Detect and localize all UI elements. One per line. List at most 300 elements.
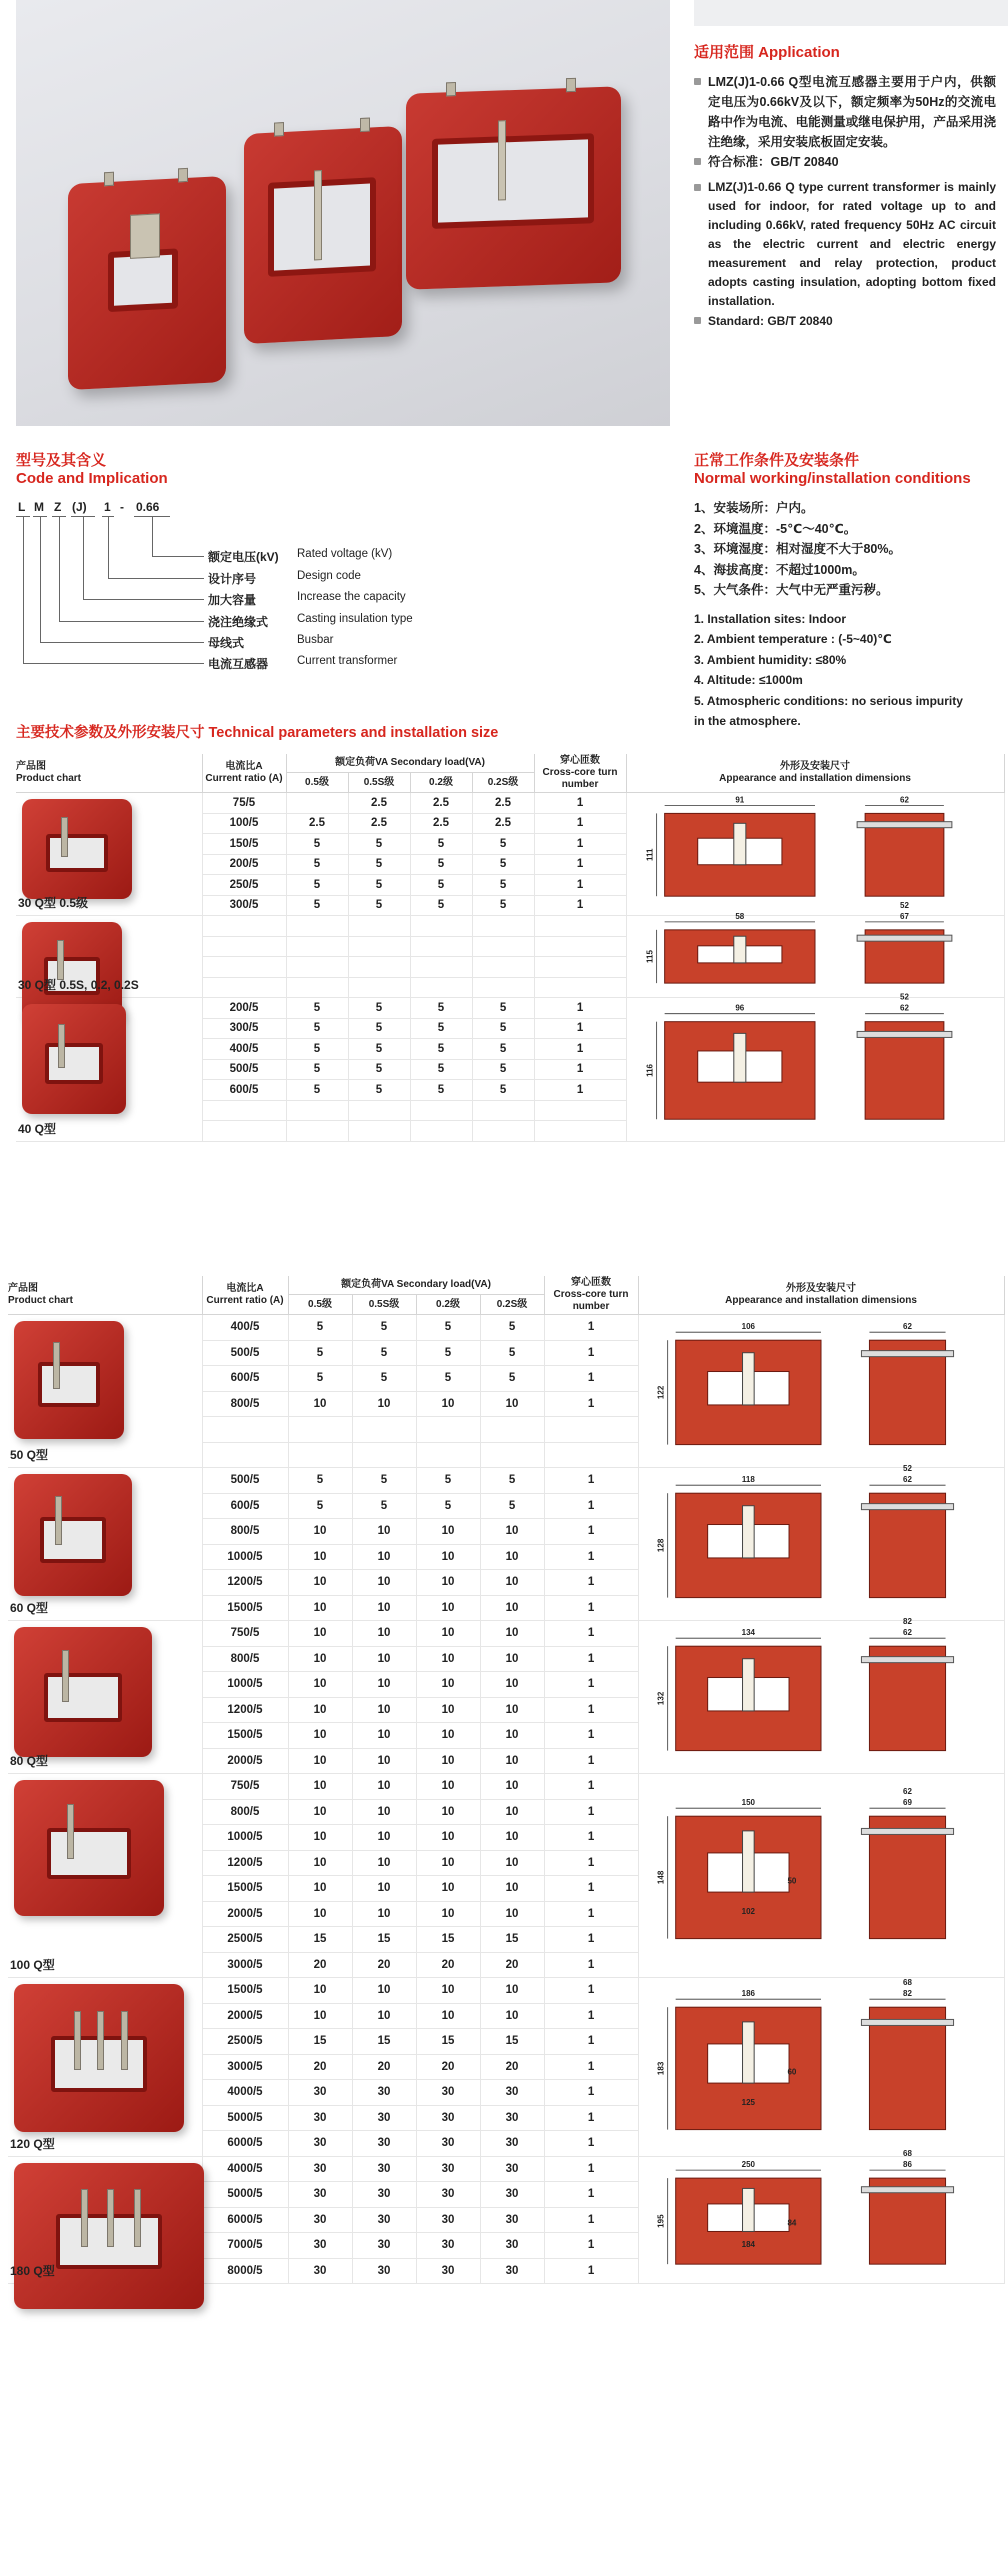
dim-header [638, 1276, 1004, 1315]
spec-table-2 [8, 1276, 1004, 2284]
dimension-label: 62 [903, 1322, 912, 1332]
value-cell: 2.5 [472, 813, 534, 834]
value-cell: 10 [288, 1672, 352, 1698]
ratio-cell: 1500/5 [202, 1876, 288, 1902]
value-cell: 10 [352, 1391, 416, 1417]
value-cell: 10 [352, 1570, 416, 1596]
dimension-label: 52 [900, 900, 909, 910]
value-cell [286, 957, 348, 978]
value-cell: 1 [544, 1595, 638, 1621]
ratio-cell: 7000/5 [202, 2233, 288, 2259]
value-cell: 10 [480, 1570, 544, 1596]
value-cell: 1 [534, 998, 626, 1019]
header-text: 穿心匝数 [560, 755, 601, 766]
value-cell [348, 977, 410, 998]
value-cell: 10 [416, 1391, 480, 1417]
product-label: 30 Q型 0.5级 [18, 896, 89, 910]
load-col-header: 0.5级 [286, 773, 348, 793]
code-item-en: Busbar [297, 634, 334, 646]
dimension-label: 116 [645, 1064, 655, 1077]
side-plate [861, 1657, 953, 1663]
value-cell [286, 977, 348, 998]
value-cell: 10 [416, 1621, 480, 1647]
value-cell: 1 [534, 1018, 626, 1039]
value-cell: 1 [544, 2156, 638, 2182]
value-cell: 5 [480, 1315, 544, 1341]
value-cell: 10 [352, 1544, 416, 1570]
value-cell: 5 [410, 998, 472, 1019]
value-cell [352, 1442, 416, 1468]
value-cell: 10 [480, 1748, 544, 1774]
value-cell: 10 [480, 1544, 544, 1570]
ratio-cell: 6000/5 [202, 2207, 288, 2233]
value-cell: 1 [544, 2207, 638, 2233]
value-cell: 10 [288, 1825, 352, 1851]
header-text: 穿心匝数 [571, 1277, 612, 1288]
value-cell: 10 [288, 1570, 352, 1596]
front-busbar [734, 823, 746, 864]
value-cell: 30 [480, 2105, 544, 2131]
value-cell [410, 1100, 472, 1121]
dimension-cell [638, 1315, 1004, 1468]
code-title-en: Code and Implication [16, 470, 168, 487]
thumbnail-busbar [74, 2011, 81, 2070]
side-plate [857, 1031, 952, 1037]
value-cell: 10 [416, 1825, 480, 1851]
value-cell: 1 [544, 1901, 638, 1927]
code-item-en: Design code [297, 570, 361, 582]
front-busbar [743, 1353, 755, 1405]
value-cell: 1 [544, 1952, 638, 1978]
value-cell: 10 [416, 1646, 480, 1672]
value-cell: 10 [480, 1672, 544, 1698]
value-cell: 5 [288, 1315, 352, 1341]
value-cell: 5 [348, 1059, 410, 1080]
table-row [8, 1621, 1004, 1647]
value-cell [348, 916, 410, 937]
value-cell: 10 [480, 1799, 544, 1825]
value-cell: 1 [544, 1927, 638, 1953]
product-thumbnail [22, 799, 132, 899]
product-cell [8, 2156, 202, 2284]
value-cell: 1 [544, 1748, 638, 1774]
value-cell: 10 [480, 1646, 544, 1672]
dimension-label: 134 [741, 1628, 756, 1638]
value-cell [534, 936, 626, 957]
conditions-title-en: Normal working/installation conditions [694, 470, 971, 487]
value-cell: 10 [288, 1850, 352, 1876]
tech-title: 主要技术参数及外形安装尺寸 Technical parameters and installation size [16, 725, 499, 741]
value-cell: 5 [410, 1080, 472, 1101]
value-cell: 1 [544, 2233, 638, 2259]
value-cell: 10 [352, 1774, 416, 1800]
thumbnail-busbar [58, 1024, 65, 1068]
dimension-cell [626, 992, 1004, 1142]
front-busbar [743, 1506, 755, 1558]
value-cell: 5 [352, 1366, 416, 1392]
value-cell: 5 [410, 854, 472, 875]
product-header [16, 754, 202, 793]
side-plate [861, 2020, 953, 2026]
value-cell: 30 [288, 2131, 352, 2157]
value-cell [348, 1121, 410, 1142]
value-cell: 30 [288, 2080, 352, 2106]
value-cell: 1 [544, 2054, 638, 2080]
value-cell: 2.5 [410, 813, 472, 834]
load-col-header: 0.2S级 [480, 1295, 544, 1315]
product-label: 180 Q型 [10, 2264, 55, 2278]
value-cell [472, 1100, 534, 1121]
side-plate [861, 2186, 953, 2192]
value-cell: 30 [288, 2233, 352, 2259]
product-header [8, 1276, 202, 1315]
value-cell: 1 [544, 2029, 638, 2055]
thumbnail-busbar [55, 1496, 62, 1545]
value-cell: 10 [288, 1646, 352, 1672]
ratio-cell: 2000/5 [202, 1748, 288, 1774]
value-cell: 10 [288, 1748, 352, 1774]
value-cell: 1 [544, 1697, 638, 1723]
header-text: Appearance and installation dimensions [719, 773, 911, 784]
value-cell: 5 [286, 1080, 348, 1101]
ratio-cell [202, 1442, 288, 1468]
dimension-label: 118 [741, 1475, 755, 1485]
dimension-drawing [636, 795, 994, 910]
value-cell: 10 [480, 1850, 544, 1876]
load-col-header: 0.2级 [410, 773, 472, 793]
application-en-text: LMZ(J)1-0.66 Q type current transformer is mainly used for indoor, for rated voltage up to and including 0.66kV, rated frequency 50Hz AC circuit as the electric current and electric energy measurement and relay protection, product adopts casting insulation, adopting bottom fixed installation. [694, 178, 996, 311]
dimension-label: 102 [741, 1907, 756, 1917]
load-col-header: 0.5S级 [352, 1295, 416, 1315]
model-char: 0.66 [136, 500, 160, 514]
value-cell: 15 [352, 2029, 416, 2055]
value-cell: 5 [352, 1340, 416, 1366]
code-item-cn: 母线式 [208, 636, 245, 650]
value-cell: 5 [416, 1366, 480, 1392]
value-cell: 5 [348, 1039, 410, 1060]
ratio-cell: 8000/5 [202, 2258, 288, 2284]
ratio-cell: 500/5 [202, 1059, 286, 1080]
ratio-cell: 1200/5 [202, 1697, 288, 1723]
value-cell: 5 [472, 1080, 534, 1101]
value-cell: 1 [544, 2182, 638, 2208]
value-cell [544, 1442, 638, 1468]
spec-table [16, 754, 1005, 1142]
value-cell: 30 [416, 2207, 480, 2233]
thumbnail-busbar [57, 940, 64, 980]
dimension-label: 82 [903, 1617, 912, 1627]
application-cn-standard: 符合标准：GB/T 20840 [694, 152, 996, 172]
value-cell: 30 [352, 2258, 416, 2284]
condition-en: 5. Atmospheric conditions: no serious impurity [694, 693, 963, 708]
value-cell: 10 [288, 1621, 352, 1647]
thumbnail-window [40, 1517, 106, 1563]
value-cell: 10 [480, 1697, 544, 1723]
value-cell: 1 [534, 854, 626, 875]
value-cell: 5 [480, 1468, 544, 1494]
header-text: 外形及安装尺寸 [786, 1283, 857, 1294]
front-busbar [743, 2022, 755, 2083]
ratio-cell: 75/5 [202, 793, 286, 814]
value-cell: 1 [544, 1493, 638, 1519]
application-cn-text: LMZ(J)1-0.66 Q型电流互感器主要用于户内，供额定电压为0.66kV及以下，额定频率为50Hz的交流电路中作为电流、电能测量或继电保护用，产品采用浇注绝缘，采用安装底板固定安装。 [694, 72, 996, 152]
value-cell: 1 [544, 1391, 638, 1417]
value-cell [544, 1417, 638, 1443]
dimension-cell [638, 1617, 1004, 1774]
ratio-cell: 150/5 [202, 834, 286, 855]
value-cell: 10 [352, 1876, 416, 1902]
value-cell: 5 [416, 1315, 480, 1341]
condition-en: in the atmosphere. [694, 714, 801, 728]
value-cell: 30 [288, 2105, 352, 2131]
dimension-label: 68 [903, 2148, 912, 2158]
value-cell: 30 [480, 2131, 544, 2157]
value-cell: 10 [352, 1646, 416, 1672]
product-label: 60 Q型 [10, 1601, 49, 1615]
dimension-label: 115 [645, 950, 655, 963]
dimension-label: 69 [903, 1798, 912, 1808]
value-cell: 1 [544, 2105, 638, 2131]
header-text: Current ratio (A) [206, 1295, 284, 1306]
value-cell [286, 1121, 348, 1142]
value-cell: 2.5 [348, 813, 410, 834]
value-cell: 30 [352, 2233, 416, 2259]
ratio-cell: 600/5 [202, 1493, 288, 1519]
value-cell [410, 1121, 472, 1142]
side-plate [861, 1504, 953, 1510]
value-cell: 1 [544, 2003, 638, 2029]
value-cell: 5 [348, 854, 410, 875]
turn-header [544, 1276, 638, 1315]
product-photo [16, 0, 670, 426]
dimension-label: 60 [787, 2067, 797, 2077]
value-cell [288, 1442, 352, 1468]
value-cell [416, 1442, 480, 1468]
value-cell [288, 1417, 352, 1443]
dimension-label: 186 [741, 1989, 756, 1999]
ct-large [406, 86, 621, 290]
header-text: 电流比A [225, 761, 263, 772]
code-item-cn: 加大容量 [208, 593, 257, 607]
model-char: M [34, 500, 44, 514]
header-text: 产品图 [8, 1283, 38, 1294]
conditions-section [694, 452, 1004, 732]
value-cell: 15 [480, 1927, 544, 1953]
value-cell: 5 [410, 895, 472, 916]
dimension-drawing [648, 1789, 994, 1959]
ratio-cell: 2000/5 [202, 1901, 288, 1927]
value-cell [472, 957, 534, 978]
code-item-en: Increase the capacity [297, 591, 406, 603]
thumbnail-window [46, 834, 108, 872]
value-cell: 10 [480, 1391, 544, 1417]
ratio-cell: 5000/5 [202, 2105, 288, 2131]
value-cell: 15 [416, 2029, 480, 2055]
value-cell [472, 916, 534, 937]
condition-en: 3. Ambient humidity: ≤80% [694, 652, 847, 667]
dimension-label: 52 [903, 1464, 912, 1474]
value-cell: 10 [352, 1799, 416, 1825]
product-thumbnail [22, 1004, 126, 1114]
value-cell: 20 [480, 2054, 544, 2080]
ratio-cell [202, 936, 286, 957]
value-cell: 5 [286, 1059, 348, 1080]
product-thumbnail [14, 1474, 132, 1596]
dimension-label: 106 [741, 1322, 756, 1332]
value-cell: 10 [288, 1723, 352, 1749]
thumbnail-busbar [97, 2011, 104, 2070]
ratio-cell: 5000/5 [202, 2182, 288, 2208]
table-row [16, 793, 1004, 814]
value-cell [410, 936, 472, 957]
value-cell [534, 1100, 626, 1121]
value-cell: 10 [352, 1850, 416, 1876]
product-label: 120 Q型 [10, 2136, 55, 2151]
dimension-label: 128 [656, 1538, 666, 1553]
value-cell: 10 [480, 1901, 544, 1927]
dimension-label: 195 [656, 2213, 666, 2228]
front-busbar [743, 2188, 755, 2231]
value-cell: 15 [288, 1927, 352, 1953]
thumbnail-busbar [121, 2011, 128, 2070]
load-col-header: 0.5S级 [348, 773, 410, 793]
product-thumbnail [14, 1627, 152, 1757]
condition-en: 4. Altitude: ≤1000m [694, 673, 803, 687]
code-title-cn: 型号及其含义 [16, 452, 107, 469]
value-cell: 10 [480, 1774, 544, 1800]
sidebar-header-bar [694, 0, 1008, 26]
condition-cn: 5、大气条件：大气中无严重污秽。 [694, 583, 889, 597]
value-cell: 1 [544, 2258, 638, 2284]
product-cell [16, 998, 202, 1142]
dimension-cell [638, 1464, 1004, 1621]
ratio-cell: 750/5 [202, 1621, 288, 1647]
dimension-label: 122 [656, 1385, 666, 1400]
value-cell: 1 [544, 2080, 638, 2106]
value-cell: 1 [544, 1468, 638, 1494]
thumbnail-busbar [81, 2189, 88, 2247]
table-row [16, 916, 1004, 937]
value-cell [286, 1100, 348, 1121]
value-cell: 10 [352, 1901, 416, 1927]
header-text: Product chart [16, 773, 82, 784]
dimension-label: 62 [903, 1787, 912, 1797]
value-cell: 1 [544, 1366, 638, 1392]
dimension-drawing [648, 1317, 994, 1462]
value-cell: 5 [286, 998, 348, 1019]
value-cell: 10 [480, 1519, 544, 1545]
value-cell: 5 [410, 875, 472, 896]
dimension-label: 58 [735, 911, 745, 921]
dimension-drawing [648, 1464, 994, 1615]
value-cell: 5 [480, 1493, 544, 1519]
code-item-cn: 电流互感器 [208, 657, 269, 671]
value-cell: 5 [416, 1468, 480, 1494]
value-cell [480, 1417, 544, 1443]
product-cell [8, 1978, 202, 2157]
ratio-cell [202, 1417, 288, 1443]
value-cell: 5 [410, 834, 472, 855]
value-cell: 10 [352, 1672, 416, 1698]
ratio-cell: 200/5 [202, 998, 286, 1019]
value-cell: 10 [352, 1697, 416, 1723]
value-cell: 10 [352, 1519, 416, 1545]
dimension-label: 62 [903, 1628, 912, 1638]
value-cell: 5 [472, 1059, 534, 1080]
dimension-label: 52 [900, 992, 909, 1002]
dimension-label: 148 [656, 1870, 666, 1885]
value-cell: 5 [286, 854, 348, 875]
product-cell [8, 1774, 202, 1978]
front-busbar [734, 936, 746, 963]
value-cell: 30 [480, 2182, 544, 2208]
value-cell: 1 [544, 2131, 638, 2157]
value-cell: 1 [534, 1080, 626, 1101]
value-cell: 10 [416, 1672, 480, 1698]
value-cell: 1 [544, 1799, 638, 1825]
product-thumbnail [14, 1984, 184, 2132]
value-cell: 10 [416, 1901, 480, 1927]
value-cell: 5 [286, 875, 348, 896]
value-cell: 10 [288, 1595, 352, 1621]
header-text: Current ratio (A) [205, 773, 283, 784]
dim-header [626, 754, 1004, 793]
value-cell: 20 [416, 2054, 480, 2080]
dimension-cell [626, 900, 1004, 998]
thumbnail-busbar [134, 2189, 141, 2247]
ratio-cell: 800/5 [202, 1799, 288, 1825]
value-cell: 5 [348, 998, 410, 1019]
condition-cn: 2、环境温度：-5℃～40℃。 [694, 521, 857, 536]
ratio-cell: 600/5 [202, 1366, 288, 1392]
dimension-label: 184 [741, 2239, 756, 2249]
dimension-label: 91 [735, 795, 745, 805]
condition-cn: 3、环境湿度：相对湿度不大于80%。 [694, 542, 901, 556]
condition-cn: 4、海拔高度：不超过1000m。 [694, 562, 865, 577]
front-busbar [743, 1831, 755, 1892]
value-cell: 1 [544, 1315, 638, 1341]
ratio-cell [202, 916, 286, 937]
value-cell: 5 [410, 1039, 472, 1060]
value-cell [534, 957, 626, 978]
value-cell: 30 [288, 2156, 352, 2182]
value-cell: 1 [544, 1978, 638, 2004]
dimension-label: 111 [645, 848, 655, 862]
value-cell: 5 [286, 1039, 348, 1060]
value-cell: 1 [544, 1825, 638, 1851]
value-cell: 10 [288, 1876, 352, 1902]
model-char: (J) [72, 500, 87, 514]
header-row [8, 1276, 1004, 1295]
turn-header [534, 754, 626, 793]
value-cell: 10 [416, 1850, 480, 1876]
value-cell: 5 [416, 1340, 480, 1366]
condition-cn: 1、安装场所：户内。 [694, 501, 814, 515]
value-cell: 30 [352, 2080, 416, 2106]
value-cell: 10 [480, 1876, 544, 1902]
value-cell: 10 [288, 1519, 352, 1545]
value-cell: 5 [480, 1340, 544, 1366]
dimension-label: 96 [735, 1003, 745, 1013]
value-cell: 10 [416, 1876, 480, 1902]
value-cell: 30 [288, 2258, 352, 2284]
ratio-cell [202, 1121, 286, 1142]
ratio-cell: 1000/5 [202, 1672, 288, 1698]
product-cell [16, 916, 202, 998]
value-cell [410, 957, 472, 978]
value-cell: 30 [288, 2182, 352, 2208]
conditions-title-cn: 正常工作条件及安装条件 [694, 452, 860, 469]
